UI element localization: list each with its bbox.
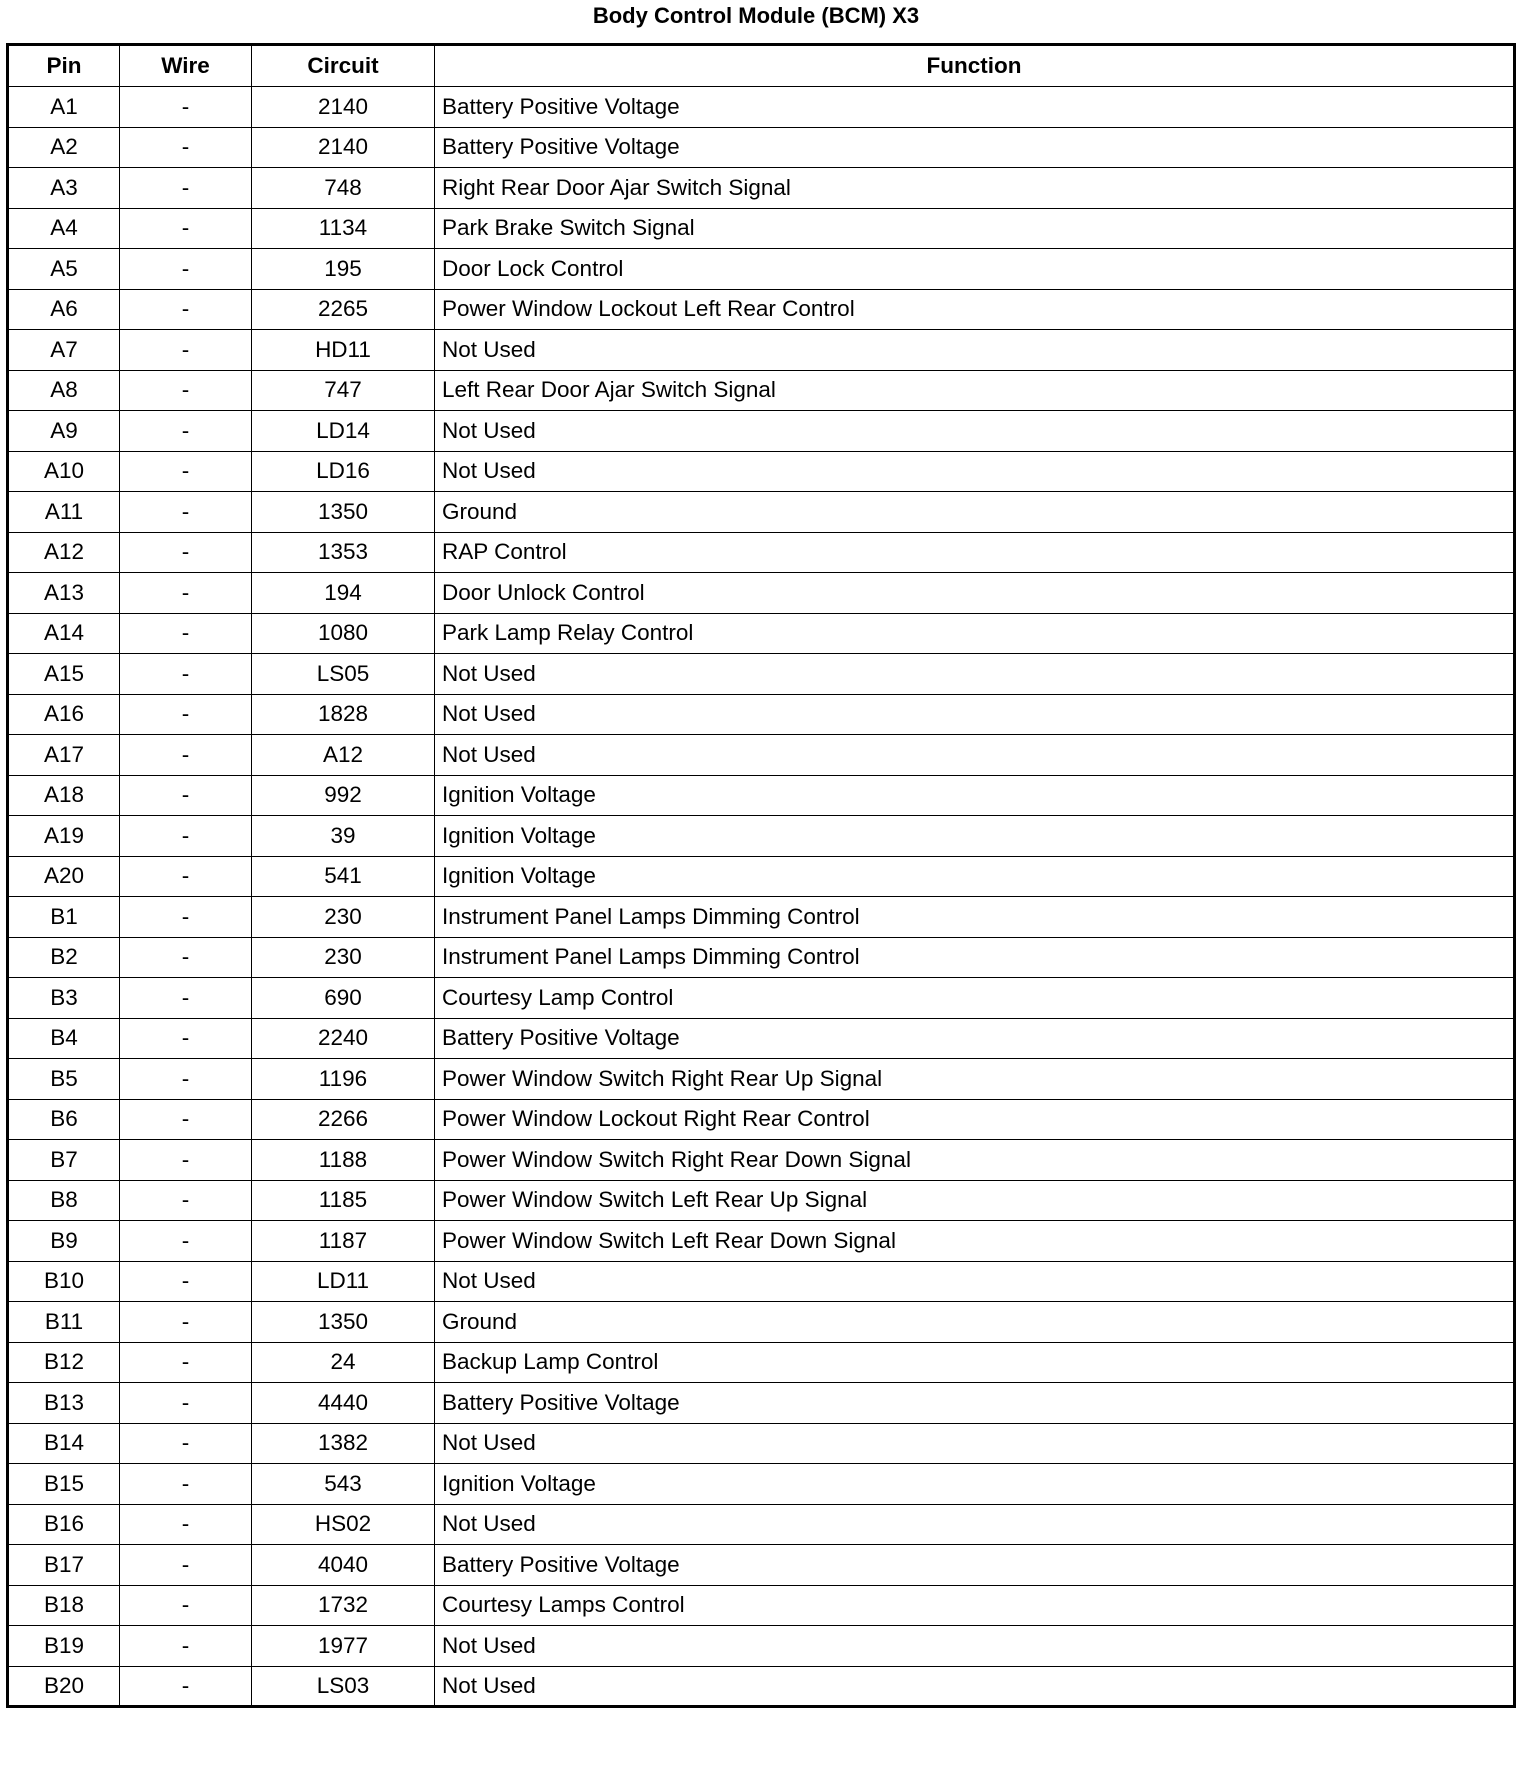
cell-wire: -: [120, 654, 252, 695]
cell-wire: -: [120, 249, 252, 290]
cell-wire: -: [120, 1545, 252, 1586]
cell-pin: B10: [8, 1261, 120, 1302]
cell-function: Power Window Switch Left Rear Down Signal: [435, 1221, 1515, 1262]
cell-circuit: 1080: [252, 613, 435, 654]
cell-circuit: 1353: [252, 532, 435, 573]
cell-pin: A9: [8, 411, 120, 452]
table-row: [8, 532, 1515, 573]
cell-wire: -: [120, 1423, 252, 1464]
cell-wire: -: [120, 168, 252, 209]
cell-function: Door Lock Control: [435, 249, 1515, 290]
cell-function: Battery Positive Voltage: [435, 1383, 1515, 1424]
cell-pin: B12: [8, 1342, 120, 1383]
cell-pin: B9: [8, 1221, 120, 1262]
cell-wire: -: [120, 856, 252, 897]
cell-pin: A5: [8, 249, 120, 290]
cell-wire: -: [120, 613, 252, 654]
cell-function: Ignition Voltage: [435, 1464, 1515, 1505]
cell-pin: A7: [8, 330, 120, 371]
cell-pin: A2: [8, 127, 120, 168]
cell-function: Not Used: [435, 451, 1515, 492]
cell-circuit: 4440: [252, 1383, 435, 1424]
cell-pin: A4: [8, 208, 120, 249]
cell-wire: -: [120, 937, 252, 978]
cell-pin: B18: [8, 1585, 120, 1626]
table-row: [8, 289, 1515, 330]
cell-pin: A20: [8, 856, 120, 897]
pinout-table: [6, 43, 1516, 1708]
header-row: [8, 45, 1515, 87]
cell-function: Right Rear Door Ajar Switch Signal: [435, 168, 1515, 209]
cell-pin: A12: [8, 532, 120, 573]
cell-circuit: 1350: [252, 492, 435, 533]
cell-function: Battery Positive Voltage: [435, 1545, 1515, 1586]
cell-wire: -: [120, 1261, 252, 1302]
cell-function: Park Lamp Relay Control: [435, 613, 1515, 654]
cell-pin: B19: [8, 1626, 120, 1667]
cell-wire: -: [120, 87, 252, 128]
cell-circuit: 1134: [252, 208, 435, 249]
cell-circuit: LD11: [252, 1261, 435, 1302]
table-row: [8, 168, 1515, 209]
cell-wire: -: [120, 1626, 252, 1667]
table-row: [8, 87, 1515, 128]
table-row: [8, 330, 1515, 371]
cell-circuit: A12: [252, 735, 435, 776]
cell-function: Not Used: [435, 694, 1515, 735]
table-row: [8, 1261, 1515, 1302]
cell-pin: B5: [8, 1059, 120, 1100]
cell-wire: -: [120, 1059, 252, 1100]
cell-circuit: 230: [252, 937, 435, 978]
page-title: [0, 0, 1520, 31]
table-row: [8, 735, 1515, 776]
cell-wire: -: [120, 208, 252, 249]
table-row: [8, 694, 1515, 735]
cell-pin: A16: [8, 694, 120, 735]
table-row: [8, 1018, 1515, 1059]
cell-circuit: LD16: [252, 451, 435, 492]
cell-wire: -: [120, 897, 252, 938]
table-row: [8, 1666, 1515, 1707]
cell-function: Instrument Panel Lamps Dimming Control: [435, 897, 1515, 938]
cell-pin: A8: [8, 370, 120, 411]
cell-function: Ground: [435, 1302, 1515, 1343]
cell-circuit: 1828: [252, 694, 435, 735]
cell-circuit: LS05: [252, 654, 435, 695]
table-row: [8, 492, 1515, 533]
cell-circuit: LS03: [252, 1666, 435, 1707]
cell-circuit: 2140: [252, 87, 435, 128]
table-row: [8, 370, 1515, 411]
cell-circuit: 747: [252, 370, 435, 411]
table-row: [8, 1545, 1515, 1586]
cell-function: Ignition Voltage: [435, 856, 1515, 897]
cell-wire: -: [120, 1504, 252, 1545]
page-title-text: Body Control Module (BCM) X3: [592, 3, 920, 28]
cell-circuit: 1732: [252, 1585, 435, 1626]
cell-circuit: 39: [252, 816, 435, 857]
table-row: [8, 978, 1515, 1019]
cell-pin: A13: [8, 573, 120, 614]
table-row: [8, 127, 1515, 168]
cell-wire: -: [120, 127, 252, 168]
column-header-function: Function: [435, 45, 1515, 87]
cell-function: Power Window Lockout Left Rear Control: [435, 289, 1515, 330]
cell-function: Not Used: [435, 411, 1515, 452]
table-row: [8, 573, 1515, 614]
cell-wire: -: [120, 532, 252, 573]
cell-function: Battery Positive Voltage: [435, 1018, 1515, 1059]
cell-function: Not Used: [435, 654, 1515, 695]
table-row: [8, 654, 1515, 695]
cell-circuit: HD11: [252, 330, 435, 371]
table-row: [8, 1140, 1515, 1181]
cell-pin: A1: [8, 87, 120, 128]
cell-function: Not Used: [435, 1261, 1515, 1302]
table-row: [8, 937, 1515, 978]
cell-function: Ground: [435, 492, 1515, 533]
table-row: [8, 816, 1515, 857]
column-header-circuit: Circuit: [252, 45, 435, 87]
cell-wire: -: [120, 775, 252, 816]
table-row: [8, 1626, 1515, 1667]
cell-pin: B8: [8, 1180, 120, 1221]
table-row: [8, 856, 1515, 897]
table-header: [8, 45, 1515, 87]
table-row: [8, 208, 1515, 249]
cell-circuit: 4040: [252, 1545, 435, 1586]
table-row: [8, 451, 1515, 492]
cell-circuit: 992: [252, 775, 435, 816]
cell-wire: -: [120, 1180, 252, 1221]
table-row: [8, 1221, 1515, 1262]
cell-function: RAP Control: [435, 532, 1515, 573]
cell-pin: B4: [8, 1018, 120, 1059]
cell-circuit: 2265: [252, 289, 435, 330]
cell-pin: A10: [8, 451, 120, 492]
cell-pin: A3: [8, 168, 120, 209]
cell-wire: -: [120, 1585, 252, 1626]
cell-function: Door Unlock Control: [435, 573, 1515, 614]
cell-pin: B20: [8, 1666, 120, 1707]
cell-circuit: 1977: [252, 1626, 435, 1667]
cell-circuit: 2266: [252, 1099, 435, 1140]
cell-circuit: 194: [252, 573, 435, 614]
cell-wire: -: [120, 1099, 252, 1140]
cell-pin: A6: [8, 289, 120, 330]
cell-pin: A14: [8, 613, 120, 654]
cell-wire: -: [120, 451, 252, 492]
cell-wire: -: [120, 1464, 252, 1505]
cell-function: Battery Positive Voltage: [435, 87, 1515, 128]
cell-pin: A15: [8, 654, 120, 695]
table-row: [8, 1585, 1515, 1626]
cell-pin: B1: [8, 897, 120, 938]
cell-circuit: 541: [252, 856, 435, 897]
cell-circuit: 195: [252, 249, 435, 290]
cell-wire: -: [120, 1342, 252, 1383]
cell-circuit: 1185: [252, 1180, 435, 1221]
table-row: [8, 411, 1515, 452]
cell-pin: B2: [8, 937, 120, 978]
table-row: [8, 1383, 1515, 1424]
cell-wire: -: [120, 573, 252, 614]
cell-function: Courtesy Lamp Control: [435, 978, 1515, 1019]
cell-function: Not Used: [435, 735, 1515, 776]
cell-function: Instrument Panel Lamps Dimming Control: [435, 937, 1515, 978]
cell-circuit: 230: [252, 897, 435, 938]
cell-pin: B7: [8, 1140, 120, 1181]
table-row: [8, 897, 1515, 938]
cell-pin: B14: [8, 1423, 120, 1464]
cell-pin: A11: [8, 492, 120, 533]
cell-function: Power Window Switch Left Rear Up Signal: [435, 1180, 1515, 1221]
cell-wire: -: [120, 694, 252, 735]
cell-wire: -: [120, 492, 252, 533]
cell-wire: -: [120, 1666, 252, 1707]
cell-circuit: 748: [252, 168, 435, 209]
cell-function: Power Window Switch Right Rear Up Signal: [435, 1059, 1515, 1100]
cell-circuit: HS02: [252, 1504, 435, 1545]
cell-circuit: 2140: [252, 127, 435, 168]
cell-circuit: 1196: [252, 1059, 435, 1100]
table-row: [8, 1302, 1515, 1343]
cell-wire: -: [120, 370, 252, 411]
cell-circuit: 543: [252, 1464, 435, 1505]
table-row: [8, 249, 1515, 290]
table-body: [8, 87, 1515, 1707]
cell-pin: B11: [8, 1302, 120, 1343]
cell-wire: -: [120, 1018, 252, 1059]
table-row: [8, 1504, 1515, 1545]
table-row: [8, 1059, 1515, 1100]
table-row: [8, 1423, 1515, 1464]
cell-function: Not Used: [435, 1626, 1515, 1667]
cell-function: Left Rear Door Ajar Switch Signal: [435, 370, 1515, 411]
cell-function: Ignition Voltage: [435, 775, 1515, 816]
cell-function: Ignition Voltage: [435, 816, 1515, 857]
cell-wire: -: [120, 1140, 252, 1181]
cell-function: Power Window Lockout Right Rear Control: [435, 1099, 1515, 1140]
cell-circuit: 690: [252, 978, 435, 1019]
cell-wire: -: [120, 1221, 252, 1262]
cell-wire: -: [120, 978, 252, 1019]
table-row: [8, 1099, 1515, 1140]
cell-pin: B15: [8, 1464, 120, 1505]
cell-pin: B16: [8, 1504, 120, 1545]
cell-pin: A17: [8, 735, 120, 776]
cell-wire: -: [120, 1302, 252, 1343]
cell-circuit: 2240: [252, 1018, 435, 1059]
cell-wire: -: [120, 411, 252, 452]
cell-circuit: 1187: [252, 1221, 435, 1262]
cell-function: Not Used: [435, 330, 1515, 371]
cell-function: Not Used: [435, 1666, 1515, 1707]
cell-function: Backup Lamp Control: [435, 1342, 1515, 1383]
table-row: [8, 1180, 1515, 1221]
cell-wire: -: [120, 1383, 252, 1424]
cell-pin: A19: [8, 816, 120, 857]
cell-function: Battery Positive Voltage: [435, 127, 1515, 168]
table-row: [8, 1342, 1515, 1383]
cell-circuit: 1188: [252, 1140, 435, 1181]
cell-pin: B3: [8, 978, 120, 1019]
cell-pin: B17: [8, 1545, 120, 1586]
column-header-wire: Wire: [120, 45, 252, 87]
table-row: [8, 1464, 1515, 1505]
table-row: [8, 613, 1515, 654]
cell-function: Not Used: [435, 1504, 1515, 1545]
cell-pin: B6: [8, 1099, 120, 1140]
cell-wire: -: [120, 289, 252, 330]
cell-circuit: 1382: [252, 1423, 435, 1464]
cell-wire: -: [120, 735, 252, 776]
cell-function: Park Brake Switch Signal: [435, 208, 1515, 249]
column-header-pin: Pin: [8, 45, 120, 87]
cell-circuit: LD14: [252, 411, 435, 452]
cell-circuit: 1350: [252, 1302, 435, 1343]
cell-circuit: 24: [252, 1342, 435, 1383]
table-row: [8, 775, 1515, 816]
cell-function: Power Window Switch Right Rear Down Signal: [435, 1140, 1515, 1181]
cell-function: Courtesy Lamps Control: [435, 1585, 1515, 1626]
cell-pin: A18: [8, 775, 120, 816]
cell-function: Not Used: [435, 1423, 1515, 1464]
cell-wire: -: [120, 816, 252, 857]
cell-pin: B13: [8, 1383, 120, 1424]
cell-wire: -: [120, 330, 252, 371]
